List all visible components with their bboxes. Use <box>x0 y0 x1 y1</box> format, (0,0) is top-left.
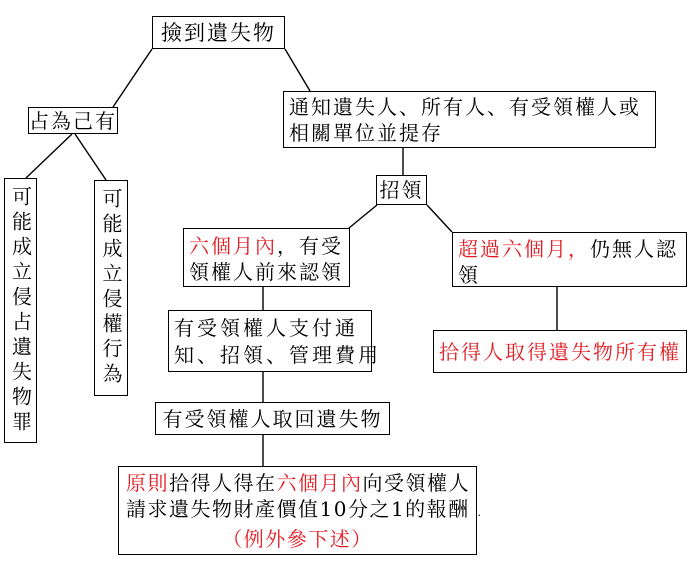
text-segment: 向受領權人 <box>362 471 470 495</box>
node-line <box>289 94 650 120</box>
node-line <box>189 233 344 259</box>
node-found-item <box>152 16 285 49</box>
node-line <box>174 342 381 369</box>
node-line <box>458 236 681 262</box>
node-label: 可能成立侵占遺失物罪 <box>8 186 33 436</box>
node-label: 可能成立侵權行為 <box>99 188 123 388</box>
connector-line <box>26 134 72 178</box>
node-label-red: 拾得人取得遺失物所有權 <box>439 339 681 364</box>
node-label: 招領 <box>379 178 424 202</box>
node-over-six-months-unclaimed <box>452 232 687 287</box>
node-line <box>126 496 483 526</box>
text-segment-red: 原則 <box>126 471 169 495</box>
text-segment-red: 六個月內 <box>276 471 363 495</box>
node-retrieve-item <box>155 402 390 435</box>
node-line <box>174 315 366 342</box>
node-claim-announcement <box>376 175 427 205</box>
node-finder-ownership <box>433 330 687 373</box>
node-label: 占為己有 <box>29 108 117 133</box>
text-segment: 領權人前來認領 <box>189 260 343 284</box>
node-label: 有受領權人取回遺失物 <box>162 406 383 431</box>
node-line <box>458 262 681 288</box>
text-segment: 有受領權人支付通 <box>174 316 358 340</box>
text-segment: 拾得人得在 <box>169 471 277 495</box>
node-within-six-months-claimed <box>183 228 350 287</box>
text-segment: 領 <box>458 263 480 287</box>
node-line <box>126 470 469 496</box>
node-tort <box>94 180 128 396</box>
text-segment: ，有受 <box>277 234 343 258</box>
connector-line <box>113 49 152 107</box>
node-line <box>189 259 344 285</box>
text-segment-red: 六個月內 <box>189 234 277 258</box>
connector-line <box>285 49 310 91</box>
connector-line <box>427 205 452 232</box>
node-embezzlement-crime <box>4 178 37 443</box>
text-segment: . <box>477 506 483 519</box>
node-label: 撿到遺失物 <box>161 20 276 45</box>
node-notify-and-deposit <box>283 91 656 148</box>
text-segment: 知、招領、管理費用 <box>174 343 381 367</box>
node-keep-possession <box>28 107 118 134</box>
node-reward-rule <box>118 466 483 555</box>
node-line <box>126 526 469 552</box>
connector-line <box>75 134 106 180</box>
text-segment: 請求遺失物財產價值10分之1的報酬 <box>126 497 470 521</box>
text-segment: 通知遺失人、所有人、有受領權人或 <box>289 95 641 119</box>
text-segment-red: （例外參下述） <box>222 527 373 551</box>
text-segment: 相關單位並提存 <box>289 121 443 145</box>
text-segment: 仍無人認 <box>590 237 678 261</box>
connector-line <box>349 205 377 228</box>
node-line <box>289 120 650 146</box>
text-segment-red: 超過六個月， <box>458 237 590 261</box>
node-pay-fees <box>168 310 381 372</box>
